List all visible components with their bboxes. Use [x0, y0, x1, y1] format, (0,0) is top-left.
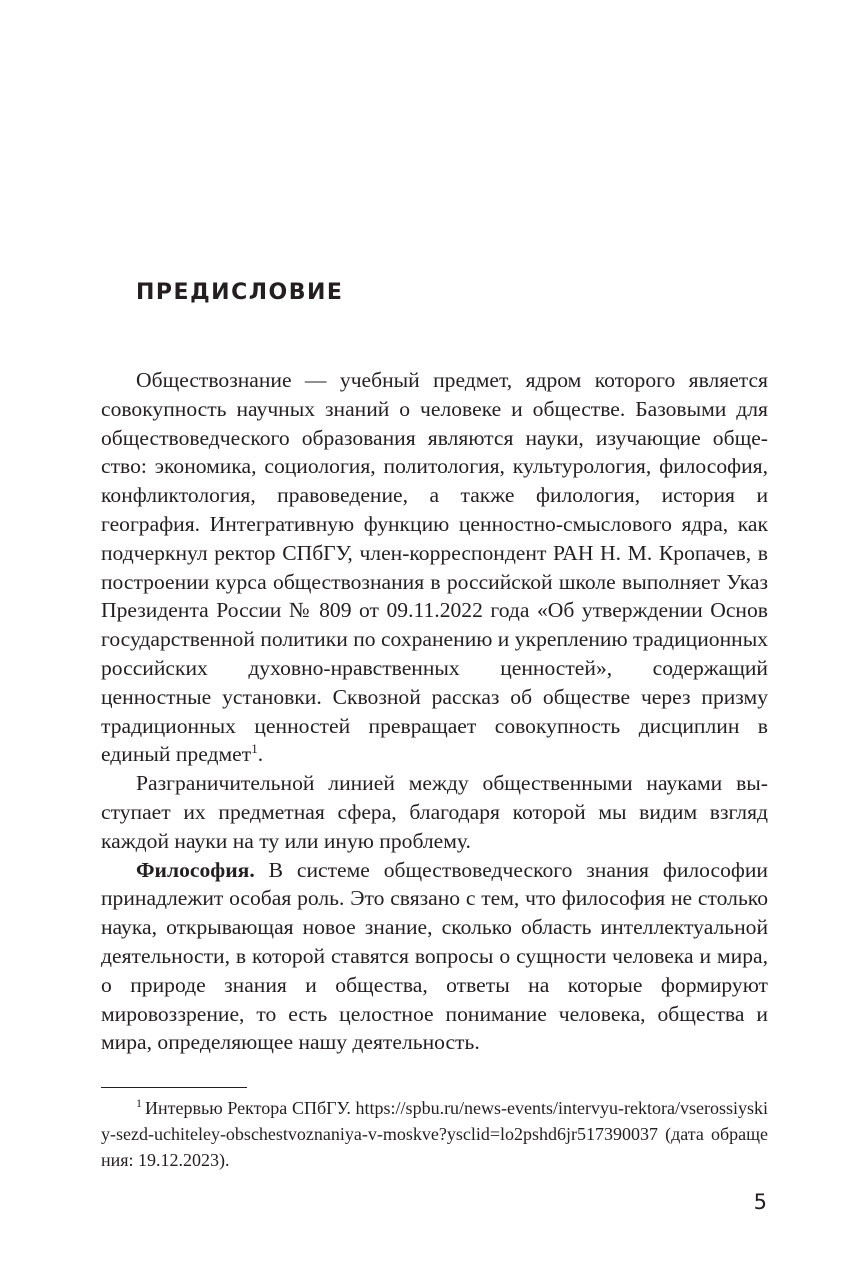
paragraph-philosophy-text: В системе обществоведческого знания философии принадлежит особая роль. Это связано с тем, что философия не столько наука, открывающая новое знание, сколько область интеллектуальной деятельности, в которой ставятся вопросы о сущности человека и мира, о природе знания и общества, ответы на которые формируют мировоззрение, то есть целостное понимание человека, общества и мира, определяющее нашу деятельность. — [101, 857, 768, 1055]
footnote-divider — [101, 1087, 247, 1088]
paragraph-intro-text: Обществознание — учебный предмет, ядром которого является совокупность научных знаний о человеке и обществе. Базовыми для обществоведческого образования являются науки, изучающие общество: экономика, социология, политология, культурология, философия, конфликтология, правоведение, а также филология, история и география. Интегративную функцию ценностно-смыслового ядра, как подчеркнул ректор СПбГУ, член-корреспондент РАН Н. М. Кропачев, в построении курса обществознания в российской школе выполняет Указ Президента России № 809 от 09.11.2022 года «Об утверждении Основ государственной политики по сохранению и укреплению традиционных российских духовно-нравственных ценностей», содержащий ценностные установки. Сквозной рассказ об обществе через призму традиционных ценностей превращает совокупность дисциплин в единый предмет — [101, 368, 768, 767]
main-text — [101, 366, 768, 1057]
footnote — [101, 1095, 768, 1173]
footnote-reference[interactable]: 1 — [251, 741, 258, 757]
paragraph-philosophy — [101, 856, 768, 1058]
page-number: 5 — [753, 1190, 767, 1214]
footnote-mark: 1 — [136, 1096, 142, 1110]
footnote-text[interactable]: Интервью Ректора СПбГУ. https://spbu.ru/news-events/intervyu-rektora/vserossiyskiy-sezd-uchiteley-obschestvoznaniya-v-moskve?ysclid=lo2pshd6jr517390037 (дата обращения: 19.12.2023). — [101, 1098, 768, 1170]
philosophy-lead: Философия. — [136, 857, 255, 882]
footnote-entry — [101, 1095, 768, 1173]
paragraph-delimitation: Разграничительной линией между общественными науками выступает их предметная сфера, благодаря которой мы видим взгляд каждой науки на ту или иную проблему. — [101, 771, 768, 853]
paragraph-intro-end: . — [257, 742, 264, 767]
page-title: ПРЕДИСЛОВИЕ — [136, 280, 344, 305]
paragraph-intro — [101, 366, 768, 769]
